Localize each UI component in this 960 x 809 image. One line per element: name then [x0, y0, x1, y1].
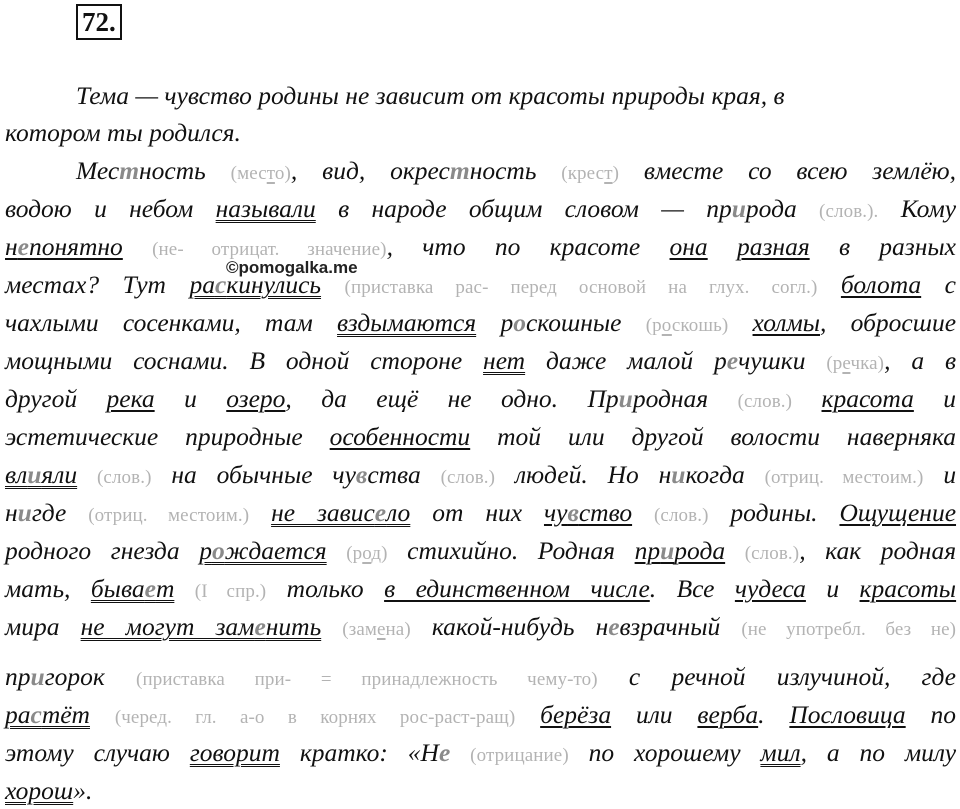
text-line: нигде (отриц. местоим.) не зависело от них чувство (слов.) родины. Ощущение: [5, 498, 957, 527]
text-line: родного гнезда рождается (род) стихийно. Родная природа (слов.), как родная: [5, 536, 957, 565]
text-line: эстетические природные особенности той или другой волости наверняка: [5, 422, 956, 451]
text-line: мира не могут заменить (замена) какой-нибудь невзрачный (не употребл. без не): [5, 612, 957, 641]
text-line: котором ты родился.: [5, 118, 241, 147]
text-line: растёт (черед. гл. а-о в корнях рос-раст-ращ) берёза или верба. Пословица по: [5, 700, 957, 729]
text-line: другой река и озеро, да ещё не одно. Природная (слов.) красота и: [5, 384, 957, 413]
text-line: местах? Тут раскинулись (приставка рас- перед основой на глух. согл.) болота с: [5, 270, 956, 299]
text-line: этому случаю говорит кратко: «Не (отрицание) по хорошему мил, а по милу: [5, 738, 957, 767]
text-line: пригорок (приставка при- = принадлежность чему-то) с речной излучиной, где: [5, 662, 957, 691]
text-line: непонятно (не- отрицат. значение), что по красоте она разная в разных: [5, 232, 956, 261]
text-line: мать, бывает (I спр.) только в единственном числе. Все чудеса и красоты: [5, 574, 957, 603]
watermark: ©pomogalka.me: [226, 258, 358, 277]
exercise-number: 72.: [76, 4, 122, 40]
text-line: чахлыми сосенками, там вздымаются роскошные (роскошь) холмы, обросшие: [5, 308, 957, 337]
text-line: хорош».: [5, 776, 93, 805]
text-line: мощными соснами. В одной стороне нет даже малой речушки (речка), а в: [5, 346, 957, 375]
text-line: Тема — чувство родины не зависит от красоты природы края, в: [76, 81, 785, 110]
text-line: влияли (слов.) на обычные чувства (слов.) людей. Но никогда (отриц. местоим.) и: [5, 460, 957, 489]
text-line: Местность (место), вид, окрестность (крест) вместе со всею землёю,: [76, 156, 956, 185]
text-line: водою и небом называли в народе общим словом — природа (слов.). Кому: [5, 194, 957, 223]
